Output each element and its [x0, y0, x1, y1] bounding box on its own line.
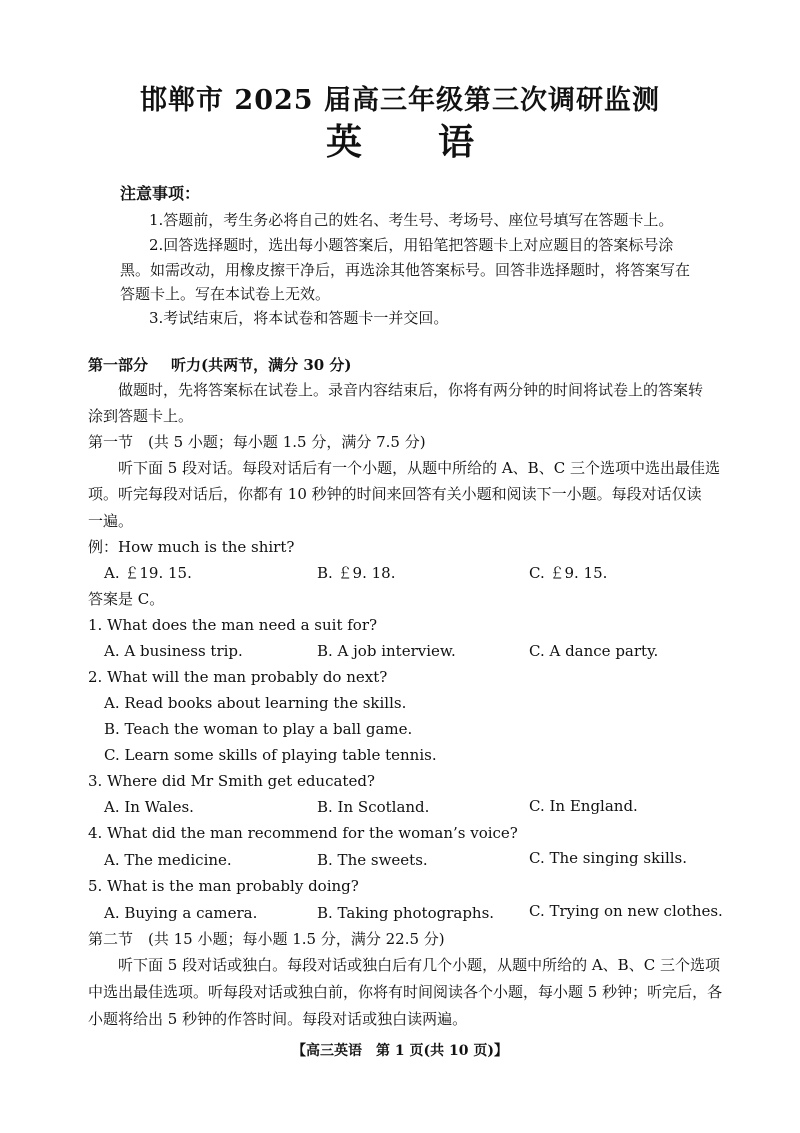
- question: 3. Where did Mr Smith get educated?: [88, 772, 375, 790]
- question-option: C. Trying on new clothes.: [529, 902, 723, 920]
- question: 2. What will the man probably do next?: [88, 668, 388, 686]
- question-option: B. Taking photographs.: [317, 904, 495, 922]
- question-option: B. Teach the woman to play a ball game.: [104, 720, 413, 738]
- question-option: B. A job interview.: [317, 642, 456, 660]
- notice-line: 2.回答选择题时，选出每小题答案后，用铅笔把答题卡上对应题目的答案标号涂: [149, 236, 674, 254]
- notice-line: 1.答题前，考生务必将自己的姓名、考生号、考场号、座位号填写在答题卡上。: [149, 211, 674, 229]
- example-option: A. ￡19. 15.: [104, 564, 192, 582]
- example-answer: 答案是 C。: [88, 590, 165, 608]
- notice-line: 答题卡上。写在本试卷上无效。: [120, 285, 331, 303]
- exam-title: 邯郸市 2025 届高三年级第三次调研监测: [140, 85, 660, 116]
- question-option: A. A business trip.: [104, 642, 243, 660]
- subject-title: [0, 114, 800, 165]
- section2-instruction: 听下面 5 段对话或独白。每段对话或独白后有几个小题，从题中所给的 A、B、C 三个选项: [118, 956, 720, 974]
- question: 1. What does the man need a suit for?: [88, 616, 378, 634]
- section2-instruction: 中选出最佳选项。听每段对话或独白前，你将有时间阅读各个小题，每小题 5 秒钟；听完后，各: [88, 983, 723, 1001]
- question-option: A. Buying a camera.: [104, 904, 258, 922]
- section1-instruction: 项。听完每段对话后，你都有 10 秒钟的时间来回答有关小题和阅读下一小题。每段对话仅读: [88, 485, 702, 503]
- section1-instruction: 一遍。: [88, 512, 134, 530]
- question-option: A. In Wales.: [104, 798, 194, 816]
- subject-char: 英: [325, 121, 362, 163]
- question-option: C. The singing skills.: [529, 849, 688, 867]
- example-option: C. ￡9. 15.: [529, 564, 608, 582]
- question-option: B. In Scotland.: [317, 798, 430, 816]
- notice-line: 3.考试结束后，将本试卷和答题卡一并交回。: [149, 309, 449, 327]
- question-option: C. Learn some skills of playing table tennis.: [104, 746, 437, 764]
- question-option: C. A dance party.: [529, 642, 659, 660]
- section2-heading: 第二节 (共 15 小题；每小题 1.5 分，满分 22.5 分): [88, 930, 445, 948]
- part1-intro: 涂到答题卡上。: [88, 407, 194, 425]
- question-option: B. The sweets.: [317, 851, 428, 869]
- section2-instruction: 小题将给出 5 秒钟的作答时间。每段对话或独白读两遍。: [88, 1010, 468, 1028]
- section1-instruction: 听下面 5 段对话。每段对话后有一个小题，从题中所给的 A、B、C 三个选项中选出最佳选: [118, 459, 720, 477]
- question-option: A. The medicine.: [104, 851, 232, 869]
- question: 5. What is the man probably doing?: [88, 877, 359, 895]
- part1-intro: 做题时，先将答案标在试卷上。录音内容结束后，你将有两分钟的时间将试卷上的答案转: [118, 381, 704, 399]
- part1-heading: 听力(共两节，满分 30 分): [171, 356, 352, 374]
- page-footer: 【高三英语 第 1 页(共 10 页)】: [292, 1043, 508, 1059]
- section1-heading: 第一节 (共 5 小题；每小题 1.5 分，满分 7.5 分): [88, 433, 426, 451]
- question: 4. What did the man recommend for the woman’s voice?: [88, 824, 518, 842]
- notice-heading: 注意事项：: [120, 184, 201, 203]
- question-option: C. In England.: [529, 797, 638, 815]
- example-option: B. ￡9. 18.: [317, 564, 396, 582]
- subject-char: 语: [438, 121, 475, 163]
- example-question: 例：How much is the shirt?: [88, 538, 295, 556]
- question-option: A. Read books about learning the skills.: [104, 694, 407, 712]
- notice-line: 黑。如需改动，用橡皮擦干净后，再选涂其他答案标号。回答非选择题时，将答案写在: [120, 261, 691, 279]
- part1-label: 第一部分: [88, 356, 149, 374]
